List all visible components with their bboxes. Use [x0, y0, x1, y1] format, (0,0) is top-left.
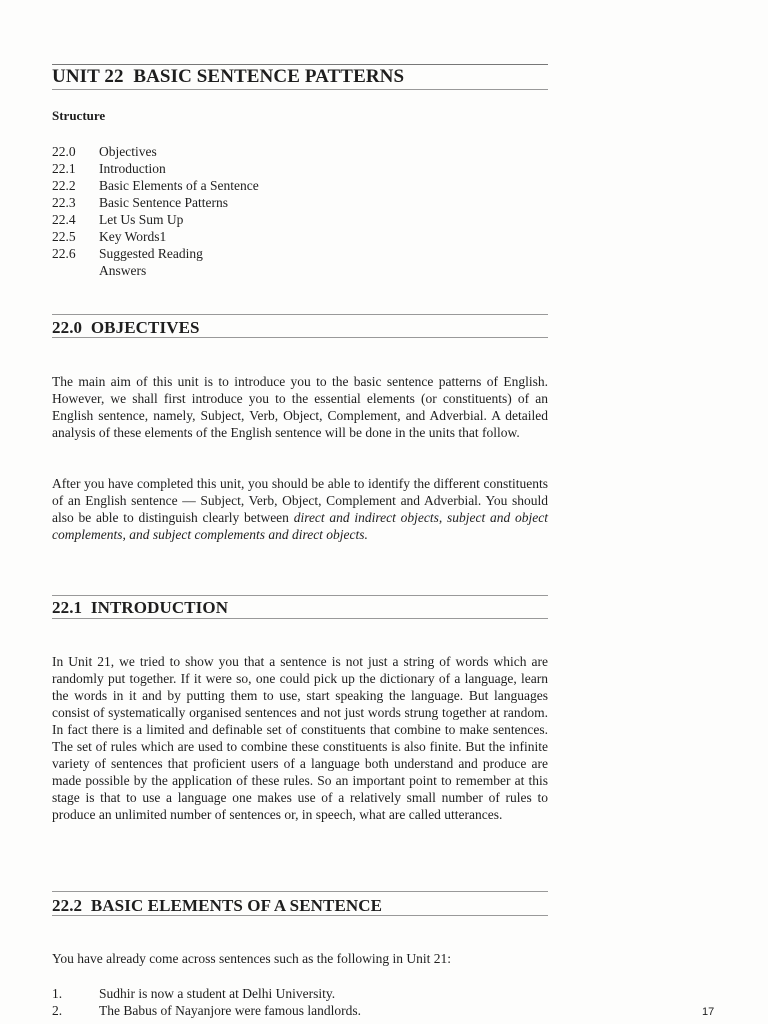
toc-item [52, 177, 259, 194]
toc-item-number: 22.4 [52, 212, 76, 227]
toc-item-number: 22.5 [52, 229, 76, 244]
section-heading [52, 318, 200, 338]
list-item-number: 1. [52, 986, 63, 1001]
structure-label: Structure [52, 108, 106, 123]
objectives-paragraph-2-text: After you have completed this unit, you should be able to identify the different constituents of an English sentence — Subject, Verb, Object, Complement and Adverbial. You should also be able to distinguish clearly between [52, 476, 548, 525]
toc-item [52, 262, 259, 279]
page-number: 17 [702, 1006, 715, 1018]
toc-item-label: Key Words1 [99, 229, 167, 244]
section-heading [52, 598, 228, 618]
objectives-paragraph-1: The main aim of this unit is to introduce you to the basic sentence patterns of English. However, we shall first introduce you to the essential elements (or constituents) of an English sentence, namely, Subject, Verb, Object, Complement, and Adverbial. A detailed analysis of these elements of the English sentence will be done in the units that follow. [52, 374, 548, 440]
toc-item-label: Answers [99, 263, 147, 278]
introduction-paragraph: In Unit 21, we tried to show you that a sentence is not just a string of words which are randomly put together. If it were so, one could pick up the dictionary of a language, learn the words in it and by putting them to use, start speaking the language. But languages consist of systematically organised sentences and not just words strung together at random. In fact there is a limited and definable set of constituents that combine to make sentences. The set of rules which are used to combine these constituents is also finite. But the infinite variety of sentences that proficient users of a language both understand and produce are made possible by the application of these rules. So an important point to remember at this stage is that to use a language one makes use of a relatively small number of rules to produce an unlimited number of sentences or, in speech, what are called utterances. [52, 654, 548, 822]
section-top-rule [52, 891, 548, 892]
list-item-number: 2. [52, 1003, 63, 1018]
basic-elements-paragraph: You have already come across sentences such as the following in Unit 21: [52, 951, 452, 966]
toc-item [52, 194, 259, 211]
toc-item-number [52, 262, 99, 279]
unit-heading-block [52, 62, 548, 94]
heading-top-rule [52, 64, 548, 65]
table-of-contents [52, 143, 259, 279]
toc-item-label: Introduction [99, 161, 166, 176]
section-top-rule [52, 595, 548, 596]
toc-item-number: 22.3 [52, 195, 76, 210]
section-title: INTRODUCTION [90, 598, 229, 617]
list-item [52, 1002, 361, 1019]
heading-bottom-rule [52, 89, 548, 90]
section-number: 22.0 [52, 318, 83, 337]
section-number: 22.2 [52, 896, 83, 915]
toc-item-number: 22.0 [52, 144, 76, 159]
toc-item [52, 160, 259, 177]
list-item-text: The Babus of Nayanjore were famous landlords. [99, 1003, 362, 1018]
toc-item-label: Objectives [99, 144, 157, 159]
section-bottom-rule [52, 618, 548, 619]
section-heading-block [52, 891, 548, 921]
toc-item-number: 22.1 [52, 161, 76, 176]
toc-item-label: Let Us Sum Up [99, 212, 184, 227]
section-heading [52, 896, 382, 916]
toc-item [52, 245, 259, 262]
toc-item-number: 22.6 [52, 246, 76, 261]
toc-item [52, 228, 259, 245]
unit-number: UNIT 22 [52, 66, 124, 87]
unit-title: BASIC SENTENCE PATTERNS [133, 66, 405, 87]
toc-item-number: 22.2 [52, 178, 76, 193]
section-number: 22.1 [52, 598, 83, 617]
list-item [52, 985, 361, 1002]
toc-item-label: Basic Elements of a Sentence [99, 178, 259, 193]
section-title: OBJECTIVES [90, 318, 200, 337]
section-heading-block [52, 594, 548, 624]
unit-heading [52, 67, 404, 87]
objectives-paragraph-2-italic: direct and indirect objects, subject and object complements, and subject complements and direct objects. [52, 510, 548, 542]
section-bottom-rule [52, 915, 548, 916]
objectives-paragraph-2 [52, 475, 548, 543]
section-bottom-rule [52, 337, 548, 338]
toc-item-label: Basic Sentence Patterns [99, 195, 228, 210]
list-item-text: Sudhir is now a student at Delhi University. [99, 986, 336, 1001]
section-title: BASIC ELEMENTS OF A SENTENCE [90, 896, 383, 915]
example-list [52, 985, 361, 1019]
section-heading-block [52, 314, 548, 344]
toc-item-label: Suggested Reading [99, 246, 203, 261]
section-top-rule [52, 314, 548, 315]
toc-item [52, 211, 259, 228]
toc-item [52, 143, 259, 160]
